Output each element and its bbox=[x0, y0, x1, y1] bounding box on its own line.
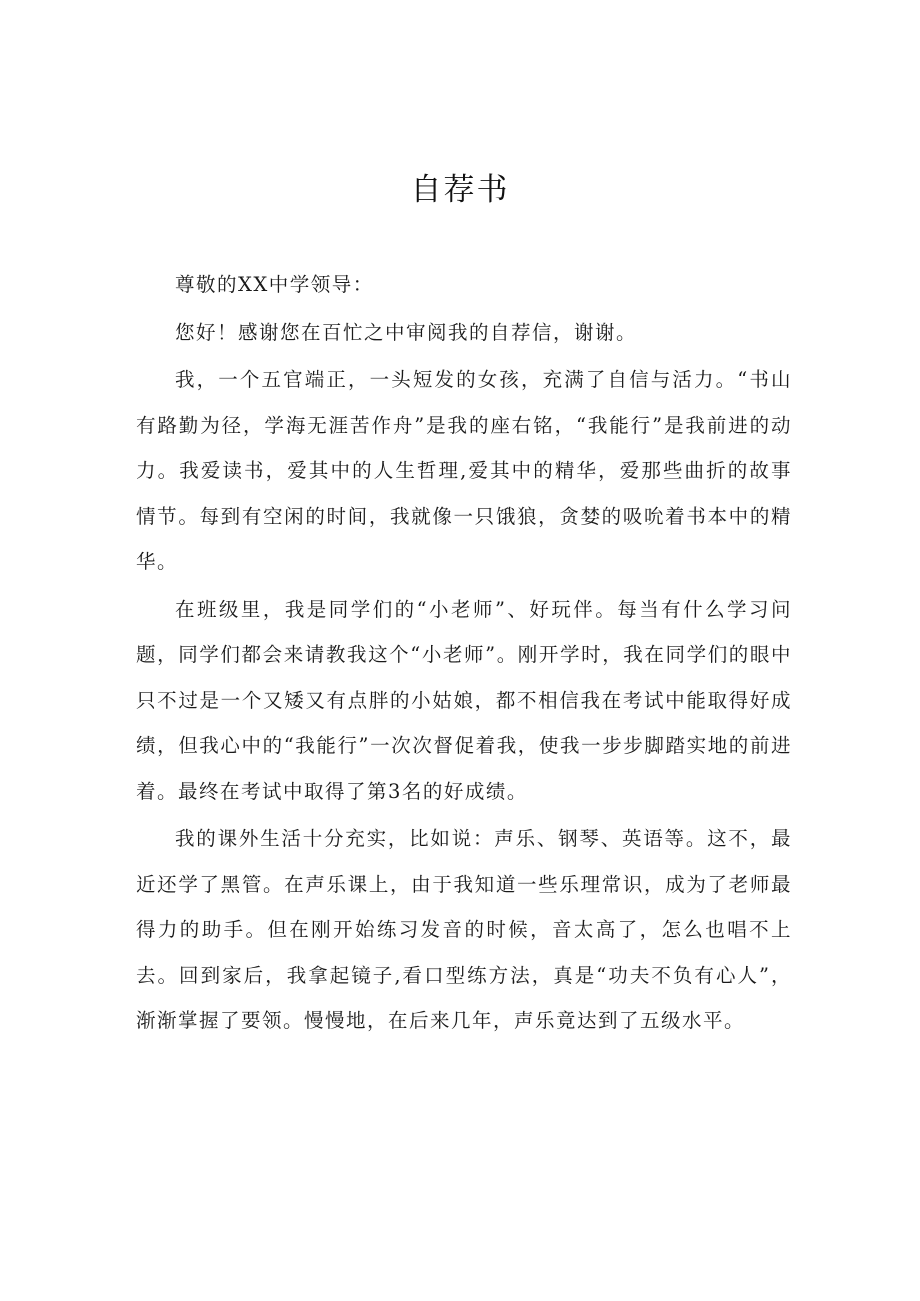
greeting: 您好！感谢您在百忙之中审阅我的自荐信，谢谢。 bbox=[175, 320, 638, 344]
paragraph-self-intro: 我，一个五官端正，一头短发的女孩，充满了自信与活力。“书山有路勤为径，学海无涯苦作舟”是我的座右铭，“我能行”是我前进的动力。我爱读书，爱其中的人生哲理,爱其中的精华，爱那些曲折的故事情节。每到有空闲的时间，我就像一只饿狼，贪婪的吸吮着书本中的精华。 bbox=[136, 368, 792, 573]
salutation: 尊敬的XX中学领导： bbox=[175, 273, 374, 296]
paragraph-class-life: 在班级里，我是同学们的“小老师”、好玩伴。每当有什么学习问题，同学们都会来请教我这个“小老师”。刚开学时，我在同学们的眼中只不过是一个又矮又有点胖的小姑娘，都不相信我在考试中能取得好成绩，但我心中的“我能行”一次次督促着我，使我一步步脚踏实地的前进着。最终在考试中取得了第3名的好成绩。 bbox=[136, 597, 792, 803]
letter-body bbox=[136, 262, 792, 1044]
paragraph-extracurricular: 我的课外生活十分充实，比如说：声乐、钢琴、英语等。这不，最近还学了黑管。在声乐课上，由于我知道一些乐理常识，成为了老师最得力的助手。但在刚开始练习发音的时候，音太高了，怎么也唱不上去。回到家后，我拿起镜子,看口型练方法，真是“功夫不负有心人”，渐渐掌握了要领。慢慢地，在后来几年，声乐竟达到了五级水平。 bbox=[136, 827, 792, 1032]
document-title: 自荐书 bbox=[410, 172, 510, 208]
